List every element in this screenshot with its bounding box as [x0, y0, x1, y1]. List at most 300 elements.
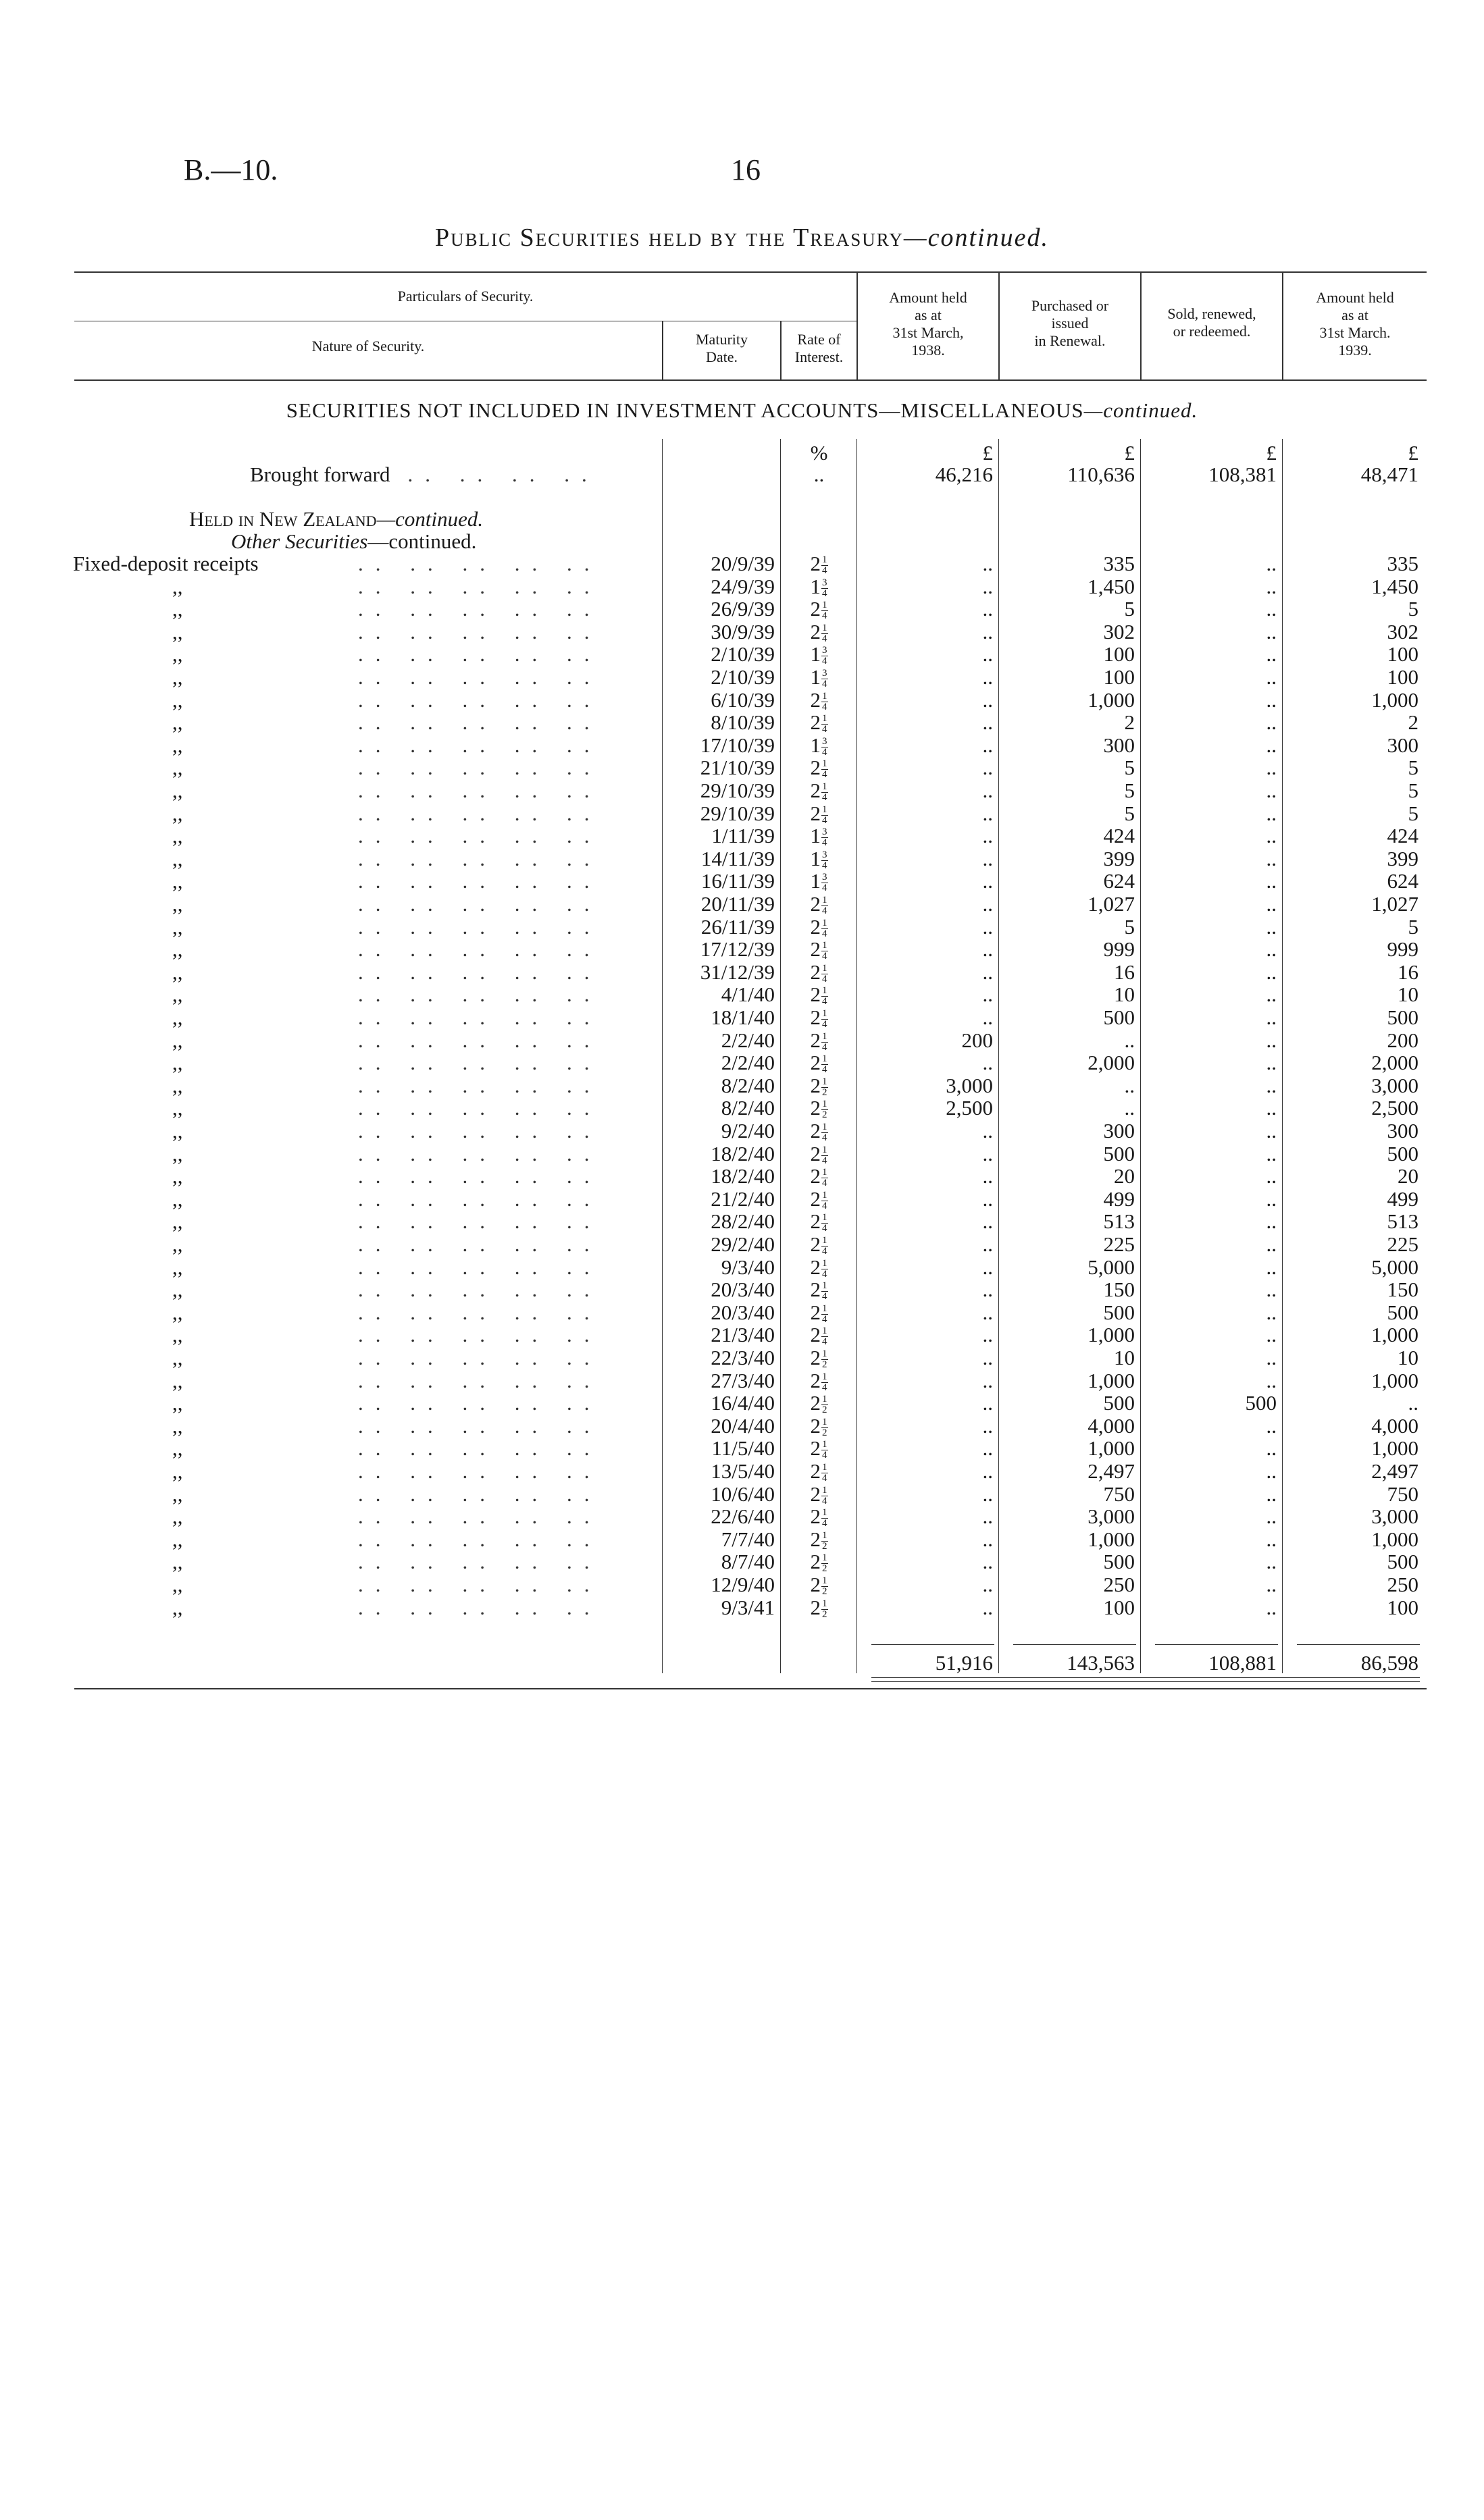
body-divider-sold	[1282, 439, 1283, 1673]
nature-text: ,,	[172, 1391, 183, 1415]
amount-held-1939: 1,450	[1371, 575, 1418, 598]
maturity-date: 9/3/40	[721, 1255, 775, 1279]
purchased-or-issued: 100	[1103, 665, 1135, 689]
amount-held-1939: 225	[1387, 1232, 1418, 1256]
header-purchased-line3: in Renewal.	[1034, 332, 1106, 349]
amount-held-1939: 5	[1408, 756, 1418, 779]
total-purchased: 143,563	[1067, 1651, 1135, 1675]
rate-whole: 1	[810, 642, 821, 666]
amount-held-1939: 20	[1398, 1164, 1418, 1188]
rate-of-interest	[782, 1074, 856, 1098]
rate-whole: 2	[810, 756, 821, 779]
amount-held-1939: 2,500	[1371, 1096, 1418, 1120]
rate-fraction	[821, 1599, 828, 1620]
leader-dots: .. .. .. .. ..	[358, 1051, 602, 1074]
nature-of-security	[172, 824, 183, 847]
rate-fraction	[821, 668, 828, 689]
maturity-date: 30/9/39	[711, 620, 775, 644]
rate-fraction	[821, 600, 828, 621]
sold-or-redeemed: ..	[1266, 1482, 1277, 1506]
nature-text: ,,	[172, 1209, 183, 1233]
purchased-or-issued: 1,027	[1088, 892, 1135, 916]
amount-held-1938: ..	[982, 1005, 993, 1029]
leader-dots: .. .. .. .. ..	[358, 1573, 602, 1596]
rate-whole: 2	[810, 552, 821, 575]
amount-held-1939: 5	[1408, 915, 1418, 939]
purchased-or-issued: 16	[1114, 960, 1135, 984]
rate-whole: 2	[810, 1119, 821, 1143]
rate-fraction-numerator: 1	[822, 804, 827, 816]
nature-of-security	[172, 1346, 183, 1369]
sold-or-redeemed: ..	[1266, 1550, 1277, 1573]
section-title	[0, 398, 1484, 423]
rate-of-interest	[782, 779, 856, 803]
amount-held-1938: ..	[982, 1142, 993, 1165]
rate-of-interest	[782, 734, 856, 758]
rate-fraction-numerator: 1	[822, 1031, 827, 1043]
rate-fraction-denominator: 4	[822, 1518, 827, 1529]
rate-whole: 2	[810, 779, 821, 802]
amount-held-1938: ..	[982, 1278, 993, 1301]
nature-text: ,,	[172, 665, 183, 689]
rate-fraction-denominator: 4	[822, 724, 827, 735]
rate-fraction-numerator: 1	[822, 1552, 827, 1564]
nature-of-security	[172, 1483, 183, 1505]
maturity-date: 18/2/40	[711, 1142, 775, 1165]
nature-text: ,,	[172, 1074, 183, 1097]
amount-held-1938: ..	[982, 756, 993, 779]
purchased-or-issued: 2	[1124, 710, 1135, 734]
amount-held-1938: ..	[982, 1051, 993, 1074]
nature-of-security	[172, 916, 183, 938]
sold-or-redeemed: ..	[1266, 1209, 1277, 1233]
maturity-date: 2/2/40	[721, 1028, 775, 1052]
rate-of-interest	[782, 1505, 856, 1529]
nature-text: ,,	[172, 597, 183, 621]
purchased-or-issued: 1,450	[1088, 575, 1135, 598]
rate-fraction	[821, 1009, 828, 1030]
amount-held-1939: 10	[1398, 1346, 1418, 1369]
report-reference: B.—10.	[184, 153, 278, 186]
rate-fraction-numerator: 1	[822, 1235, 827, 1246]
rate-fraction-numerator: 1	[822, 1258, 827, 1269]
amount-held-1938: ..	[982, 733, 993, 757]
rate-fraction	[821, 578, 828, 599]
maturity-date: 21/2/40	[711, 1187, 775, 1211]
sold-or-redeemed: ..	[1266, 1436, 1277, 1460]
sold-or-redeemed: ..	[1266, 710, 1277, 734]
amount-held-1939: 1,000	[1371, 1323, 1418, 1346]
leader-dots: .. .. .. .. ..	[358, 1278, 602, 1301]
maturity-date: 9/3/41	[721, 1596, 775, 1619]
purchased-or-issued: 20	[1114, 1164, 1135, 1188]
leader-dots: .. .. .. .. ..	[358, 1028, 602, 1052]
rate-of-interest	[782, 689, 856, 712]
rate-of-interest	[782, 1346, 856, 1370]
header-held-1938-line1: Amount held	[889, 289, 967, 306]
rate-fraction-denominator: 4	[822, 883, 827, 894]
sold-or-redeemed: ..	[1266, 1504, 1277, 1528]
rate-fraction-denominator: 4	[822, 702, 827, 713]
amount-held-1939: 2	[1408, 710, 1418, 734]
rate-fraction-numerator: 1	[822, 1167, 827, 1178]
amount-held-1938: ..	[982, 960, 993, 984]
rate-whole: 2	[810, 1096, 821, 1120]
leader-dots: .. .. .. .. ..	[358, 552, 602, 575]
purchased-or-issued: 250	[1103, 1573, 1135, 1596]
rate-fraction-numerator: 1	[822, 1598, 827, 1610]
nature-text: ,,	[172, 1051, 183, 1074]
sold-or-redeemed: ..	[1266, 1119, 1277, 1143]
rate-whole: 2	[810, 1369, 821, 1392]
maturity-date: 14/11/39	[700, 847, 775, 870]
amount-held-1938: ..	[982, 779, 993, 802]
purchased-or-issued: 302	[1103, 620, 1135, 644]
rate-fraction-numerator: 1	[822, 1348, 827, 1360]
rate-whole: 2	[810, 1142, 821, 1165]
nature-text: ,,	[172, 1187, 183, 1211]
amount-held-1938: ..	[982, 1550, 993, 1573]
rate-fraction	[821, 1440, 828, 1461]
rate-fraction-denominator: 4	[822, 905, 827, 917]
sold-or-redeemed: ..	[1266, 915, 1277, 939]
leader-dots: .. .. .. .. ..	[358, 869, 602, 893]
rate-fraction-denominator: 4	[822, 656, 827, 667]
rate-whole: 1	[810, 665, 821, 689]
amount-held-1939: 100	[1387, 1596, 1418, 1619]
rate-of-interest	[782, 666, 856, 689]
amount-held-1938: ..	[982, 1119, 993, 1143]
rate-fraction	[821, 1576, 828, 1597]
purchased-or-issued: 5	[1124, 802, 1135, 825]
nature-text: ,,	[172, 915, 183, 939]
rate-fraction-numerator: 1	[822, 1145, 827, 1156]
maturity-date: 20/11/39	[700, 892, 775, 916]
maturity-date: 8/2/40	[721, 1096, 775, 1120]
rate-fraction	[821, 1032, 828, 1053]
rate-fraction-numerator: 1	[822, 1485, 827, 1496]
rate-fraction-numerator: 1	[822, 1462, 827, 1473]
amount-held-1939: 499	[1387, 1187, 1418, 1211]
nature-of-security	[172, 1301, 183, 1323]
amount-held-1938: ..	[982, 1459, 993, 1483]
sold-or-redeemed: 500	[1245, 1391, 1277, 1415]
amount-held-1939: 100	[1387, 665, 1418, 689]
title-main: Public Securities held by the Treasury	[435, 224, 904, 252]
rate-fraction-denominator: 4	[822, 1019, 827, 1030]
rate-fraction-numerator: 1	[822, 623, 827, 634]
rate-whole: 2	[810, 1005, 821, 1029]
maturity-date: 22/3/40	[711, 1346, 775, 1369]
leader-dots: .. .. .. .. ..	[358, 1209, 602, 1233]
rate-fraction-denominator: 2	[822, 1586, 827, 1598]
rate-of-interest	[782, 1460, 856, 1484]
rate-fraction-numerator: 1	[822, 1076, 827, 1088]
nature-of-security	[172, 1143, 183, 1165]
sold-or-redeemed: ..	[1266, 1255, 1277, 1279]
header-sold-line2: or redeemed.	[1173, 323, 1251, 340]
maturity-date: 8/10/39	[711, 710, 775, 734]
nature-of-security	[172, 893, 183, 915]
maturity-date: 2/10/39	[711, 665, 775, 689]
nature-text: ,,	[172, 620, 183, 644]
rate-of-interest	[782, 1392, 856, 1415]
rate-whole: 2	[810, 620, 821, 644]
leader-dots: .. .. .. .. ..	[358, 937, 602, 961]
rate-fraction-numerator: 1	[822, 1575, 827, 1587]
total-rule-sold	[1155, 1644, 1278, 1645]
sold-or-redeemed: ..	[1266, 982, 1277, 1006]
purchased-or-issued: 499	[1103, 1187, 1135, 1211]
nature-of-security	[172, 575, 183, 598]
sold-or-redeemed: ..	[1266, 1096, 1277, 1120]
brought-forward-held-1938: 46,216	[935, 463, 993, 486]
rate-whole: 1	[810, 733, 821, 757]
sold-or-redeemed: ..	[1266, 1074, 1277, 1097]
sold-or-redeemed: ..	[1266, 688, 1277, 712]
nature-of-security	[172, 870, 183, 892]
purchased-or-issued: 150	[1103, 1278, 1135, 1301]
purchased-or-issued: 5	[1124, 597, 1135, 621]
amount-held-1939: 300	[1387, 733, 1418, 757]
header-rate	[782, 331, 856, 366]
leader-dots: .. .. .. .. ..	[358, 802, 602, 825]
maturity-date: 20/3/40	[711, 1301, 775, 1324]
amount-held-1939: 5	[1408, 802, 1418, 825]
amount-held-1938: ..	[982, 1255, 993, 1279]
amount-held-1939: 150	[1387, 1278, 1418, 1301]
rate-fraction-numerator: 3	[822, 668, 827, 679]
nature-text: ,,	[172, 937, 183, 961]
amount-held-1938: 3,000	[946, 1074, 993, 1097]
leader-dots: .. .. .. .. ..	[358, 1459, 602, 1483]
header-held-1939	[1283, 289, 1427, 359]
maturity-date: 18/2/40	[711, 1164, 775, 1188]
brought-forward-text: Brought forward	[250, 463, 390, 486]
rate-of-interest	[782, 1550, 856, 1574]
amount-held-1938: ..	[982, 1596, 993, 1619]
rate-fraction	[821, 782, 828, 803]
nature-text: ,,	[172, 847, 183, 870]
rate-whole: 2	[810, 892, 821, 916]
nature-text: ,,	[172, 642, 183, 666]
rate-of-interest	[782, 1233, 856, 1257]
amount-held-1938: ..	[982, 1187, 993, 1211]
rate-fraction-numerator: 1	[822, 781, 827, 793]
leader-dots: .. .. .. .. ..	[358, 779, 602, 802]
section-title-continued: —continued.	[1083, 398, 1198, 422]
rate-fraction-denominator: 2	[822, 1109, 827, 1121]
leader-dots: .. .. .. .. ..	[358, 960, 602, 984]
maturity-date: 26/11/39	[700, 915, 775, 939]
amount-held-1939: 5,000	[1371, 1255, 1418, 1279]
rate-of-interest	[782, 1165, 856, 1188]
unit-sold: £	[1266, 441, 1277, 465]
sold-or-redeemed: ..	[1266, 575, 1277, 598]
rate-fraction-numerator: 1	[822, 940, 827, 951]
rate-of-interest	[782, 1097, 856, 1120]
nature-text: ,,	[172, 710, 183, 734]
leader-dots: .. .. .. .. ..	[358, 1346, 602, 1369]
sold-or-redeemed: ..	[1266, 802, 1277, 825]
header-rate-line2: Interest.	[794, 348, 844, 365]
rate-whole: 2	[810, 597, 821, 621]
total-rule-1938	[871, 1644, 994, 1645]
sold-or-redeemed: ..	[1266, 597, 1277, 621]
rate-fraction-denominator: 4	[822, 588, 827, 600]
header-bottom-rule	[74, 379, 1427, 381]
purchased-or-issued: 500	[1103, 1301, 1135, 1324]
rate-fraction-numerator: 1	[822, 985, 827, 997]
unit-rate: %	[810, 441, 828, 465]
rate-fraction-numerator: 1	[822, 1280, 827, 1292]
rate-fraction-denominator: 4	[822, 837, 827, 849]
header-held-1938-line3: 31st March,	[892, 324, 964, 341]
rate-fraction-numerator: 1	[822, 713, 827, 725]
maturity-date: 1/11/39	[711, 824, 775, 847]
leader-dots: .. .. .. .. ..	[358, 575, 602, 598]
maturity-date: 8/7/40	[721, 1550, 775, 1573]
amount-held-1939: 999	[1387, 937, 1418, 961]
nature-of-security	[172, 1120, 183, 1142]
purchased-or-issued: 1,000	[1088, 1323, 1135, 1346]
leader-dots: .. .. .. .. ..	[358, 892, 602, 916]
rate-fraction-denominator: 2	[822, 1359, 827, 1371]
header-maturity	[663, 331, 780, 366]
nature-of-security	[172, 1097, 183, 1119]
amount-held-1938: ..	[982, 915, 993, 939]
rate-whole: 1	[810, 847, 821, 870]
nature-of-security	[172, 961, 183, 983]
maturity-date: 16/11/39	[700, 869, 775, 893]
rate-fraction	[821, 827, 828, 848]
rate-fraction-numerator: 3	[822, 736, 827, 747]
rate-fraction-numerator: 1	[822, 1122, 827, 1133]
nature-text: ,,	[172, 733, 183, 757]
purchased-or-issued: ..	[1124, 1074, 1135, 1097]
rate-whole: 2	[810, 1028, 821, 1052]
nature-of-security	[172, 802, 183, 824]
header-sold-line1: Sold, renewed,	[1167, 305, 1256, 322]
sold-or-redeemed: ..	[1266, 1527, 1277, 1551]
nature-text: ,,	[172, 982, 183, 1006]
total-held-1938: 51,916	[935, 1651, 993, 1675]
rate-fraction	[821, 1099, 828, 1120]
amount-held-1938: ..	[982, 1482, 993, 1506]
rate-fraction-numerator: 1	[822, 1394, 827, 1405]
sold-or-redeemed: ..	[1266, 1573, 1277, 1596]
header-purchased-line2: issued	[1051, 315, 1089, 332]
maturity-date: 10/6/40	[711, 1482, 775, 1506]
amount-held-1939: 1,000	[1371, 1369, 1418, 1392]
nature-text: ,,	[172, 1119, 183, 1143]
nature-text: ,,	[172, 1369, 183, 1392]
rate-whole: 2	[810, 1074, 821, 1097]
nature-of-security	[172, 711, 183, 733]
nature-text: ,,	[172, 779, 183, 802]
rate-fraction-denominator: 4	[822, 1223, 827, 1234]
nature-of-security	[172, 1006, 183, 1028]
nature-text: ,,	[172, 1232, 183, 1256]
rate-fraction	[821, 1167, 828, 1188]
amount-held-1939: 500	[1387, 1142, 1418, 1165]
rate-fraction-numerator: 3	[822, 826, 827, 838]
rate-fraction	[821, 1213, 828, 1234]
sold-or-redeemed: ..	[1266, 733, 1277, 757]
amount-held-1938: ..	[982, 802, 993, 825]
amount-held-1939: 624	[1387, 869, 1418, 893]
nature-text: ,,	[172, 1028, 183, 1052]
unit-held-1939: £	[1408, 441, 1418, 465]
sold-or-redeemed: ..	[1266, 1346, 1277, 1369]
maturity-date: 21/10/39	[700, 756, 775, 779]
maturity-date: 31/12/39	[700, 960, 775, 984]
group-heading-continued: —continued.	[376, 507, 484, 531]
rate-fraction-numerator: 3	[822, 645, 827, 656]
group-heading-main: Held in New Zealand	[189, 507, 377, 531]
leader-dots: .. .. .. .. ..	[358, 915, 602, 939]
amount-held-1939: 424	[1387, 824, 1418, 847]
amount-held-1939: 5	[1408, 597, 1418, 621]
section-title-main: SECURITIES NOT INCLUDED IN INVESTMENT ACCOUNTS—MISCELLANEOUS	[286, 398, 1084, 422]
header-held-1938	[858, 289, 998, 359]
amount-held-1938: ..	[982, 1369, 993, 1392]
nature-of-security	[172, 938, 183, 960]
rate-of-interest	[782, 598, 856, 621]
sold-or-redeemed: ..	[1266, 1414, 1277, 1438]
rate-fraction	[821, 1326, 828, 1347]
rate-whole: 2	[810, 1414, 821, 1438]
rate-fraction-numerator: 1	[822, 963, 827, 974]
amount-held-1938: ..	[982, 665, 993, 689]
nature-of-security	[172, 1415, 183, 1437]
nature-of-security	[172, 666, 183, 688]
rate-fraction-denominator: 2	[822, 1087, 827, 1099]
nature-of-security	[172, 621, 183, 643]
rate-fraction	[821, 1508, 828, 1529]
nature-of-security	[172, 1437, 183, 1459]
rate-fraction-numerator: 1	[822, 1053, 827, 1065]
rate-fraction-numerator: 3	[822, 577, 827, 589]
unit-purchased: £	[1124, 441, 1135, 465]
rate-fraction	[821, 691, 828, 712]
maturity-date: 27/3/40	[711, 1369, 775, 1392]
nature-text: ,,	[172, 960, 183, 984]
nature-text: ,,	[172, 1278, 183, 1301]
sold-or-redeemed: ..	[1266, 1369, 1277, 1392]
sold-or-redeemed: ..	[1266, 847, 1277, 870]
rate-whole: 1	[810, 575, 821, 598]
amount-held-1938: ..	[982, 847, 993, 870]
rate-fraction-numerator: 1	[822, 1507, 827, 1519]
rate-whole: 2	[810, 1459, 821, 1483]
leader-dots: .. .. .. .. ..	[358, 688, 602, 712]
amount-held-1938: ..	[982, 688, 993, 712]
rate-fraction	[821, 895, 828, 916]
header-held-1939-line2: as at	[1341, 307, 1368, 323]
amount-held-1938: ..	[982, 552, 993, 575]
total-sold: 108,881	[1208, 1651, 1277, 1675]
rate-whole: 2	[810, 1436, 821, 1460]
rate-whole: 2	[810, 1209, 821, 1233]
sold-or-redeemed: ..	[1266, 937, 1277, 961]
rate-fraction	[821, 805, 828, 826]
rate-of-interest	[782, 938, 856, 962]
rate-whole: 2	[810, 1482, 821, 1506]
nature-of-security	[172, 1573, 183, 1596]
rate-fraction-numerator: 1	[822, 1303, 827, 1315]
rate-fraction-denominator: 4	[822, 610, 827, 622]
